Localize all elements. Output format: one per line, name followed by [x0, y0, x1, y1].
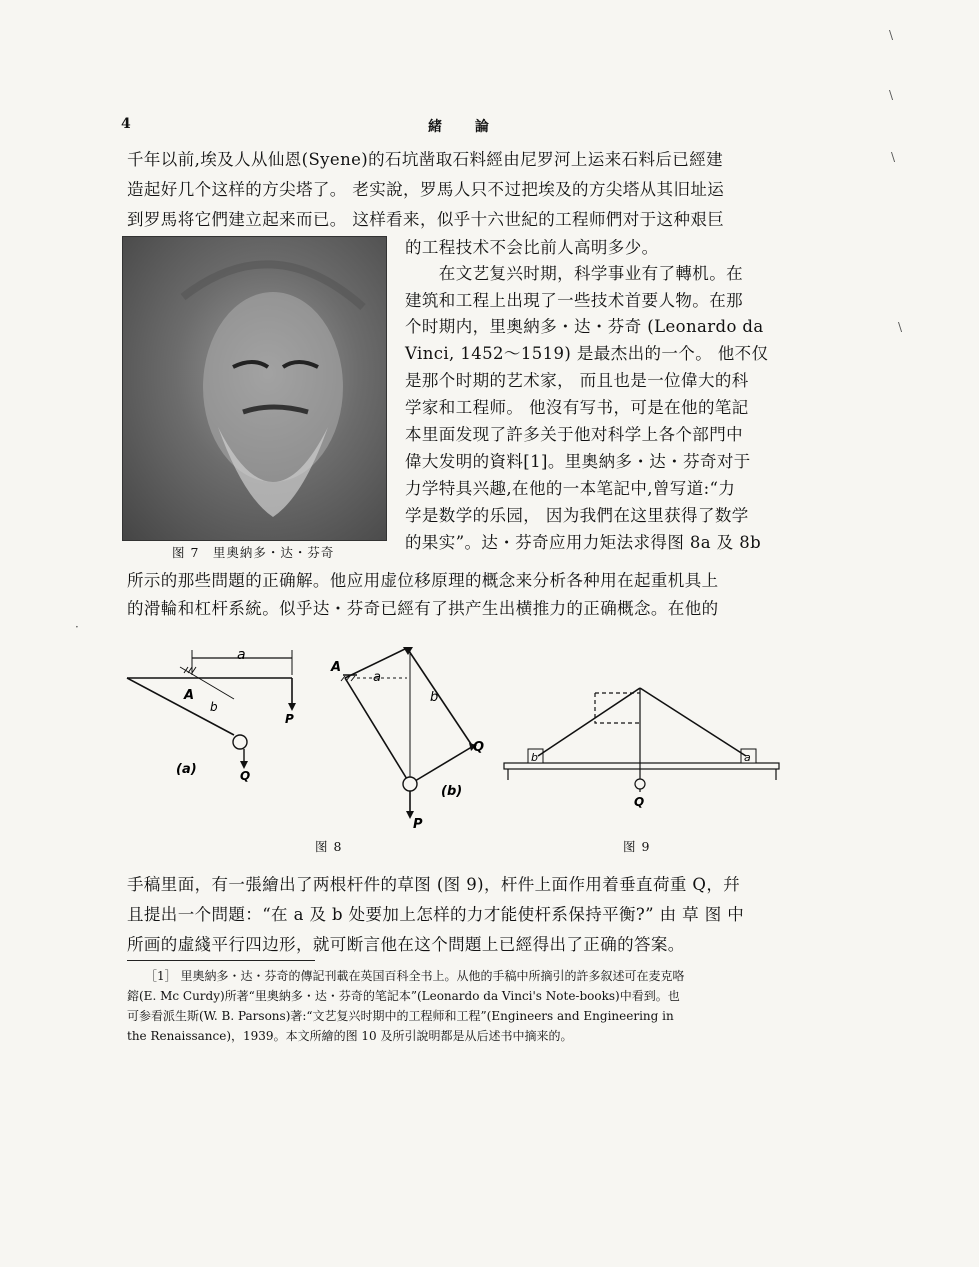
figure8-caption: 图 8 — [315, 839, 343, 854]
body-line: 且提出一个問題：“在 a 及 b 处要加上怎样的力才能使杆系保持平衡?” 由 草 图 中 — [127, 905, 745, 924]
leonardo-portrait-image — [122, 236, 387, 541]
body-line: 力学特具兴趣,在他的一本笔記中,曾写道:“力 — [405, 479, 736, 498]
figure9-caption: 图 9 — [623, 839, 651, 854]
body-line: 是那个时期的艺术家， 而且也是一位偉大的科 — [405, 371, 749, 390]
body-line: 千年以前,埃及人从仙恩(Syene)的石坑凿取石料經由尼罗河上运来石料后已經建 — [127, 150, 724, 169]
body-line: 个时期内，里奧納多・达・芬奇 (Leonardo da — [405, 317, 764, 336]
fig9-label-Q: Q — [634, 795, 645, 809]
footnote-line: the Renaissance)，1939。本文所繪的图 10 及所引說明都是从后述书中摘来的。 — [127, 1029, 573, 1043]
figure9-diagram — [500, 680, 785, 810]
fig8a-label-a: a — [237, 647, 246, 663]
body-line: 的工程技术不会比前人高明多少。 — [405, 238, 659, 257]
portrait-sketch — [123, 237, 386, 540]
footnote-line: ［1］ 里奧納多・达・芬奇的傳記刊載在英国百科全书上。从他的手稿中所摘引的許多叙述可在麦克咯 — [145, 969, 685, 983]
footnote-line: 可参看派生斯(W. B. Parsons)著:“文艺复兴时期中的工程师和工程”(Engineers and Engineering in — [127, 1009, 674, 1023]
body-line: 建筑和工程上出現了一些技术首要人物。在那 — [405, 291, 743, 310]
body-line: 手稿里面，有一張繪出了两根杆件的草图 (图 9)，杆件上面作用着垂直荷重 Q，幷 — [127, 875, 741, 894]
scan-speck: · — [75, 620, 79, 634]
footnote-line: 鎔(E. Mc Curdy)所著“里奧納多・达・芬奇的笔記本”(Leonardo da Vinci's Note-books)中看到。也 — [127, 989, 680, 1003]
body-line: 造起好几个这样的方尖塔了。 老实說，罗馬人只不过把埃及的方尖塔从其旧址运 — [127, 180, 725, 199]
scan-speck: \ — [889, 88, 894, 102]
fig8b-label-b: b — [430, 690, 439, 705]
body-line: 所画的虛綫平行四边形，就可断言他在这个問題上已經得出了正确的答案。 — [127, 935, 685, 954]
fig8a-sublabel: (a) — [176, 762, 197, 777]
body-line: 偉大发明的資料[1]。里奧納多・达・芬奇对于 — [405, 452, 751, 471]
scan-speck: \ — [891, 150, 896, 164]
scan-speck: \ — [898, 320, 903, 334]
body-line: 到罗馬将它們建立起来而已。 这样看来，似乎十六世紀的工程师們对于这种艰巨 — [127, 210, 725, 229]
figure8a-diagram — [122, 645, 302, 785]
fig8b-label-A: A — [331, 660, 342, 675]
footnote-rule — [127, 960, 315, 961]
body-line: 学是数学的乐园， 因为我們在这里获得了数学 — [405, 506, 749, 525]
fig8a-label-A: A — [184, 688, 195, 703]
fig8b-label-Q: Q — [473, 740, 485, 755]
body-line: 在文艺复兴时期，科学事业有了轉机。在 — [405, 264, 743, 283]
fig9-label-a: a — [744, 751, 751, 764]
fig8b-sublabel: (b) — [441, 784, 463, 799]
body-line: 学家和工程师。 他沒有写书，可是在他的笔記 — [405, 398, 749, 417]
scan-speck: \ — [889, 28, 894, 42]
running-title: 緒 論 — [428, 119, 503, 135]
page-number: 4 — [121, 116, 131, 132]
body-line: 本里面发现了許多关于他对科学上各个部門中 — [405, 425, 743, 444]
fig9-label-b: b — [531, 751, 538, 764]
fig8a-label-b: b — [210, 700, 218, 714]
fig8a-label-Q: Q — [240, 769, 251, 783]
figure8b-diagram — [325, 645, 495, 830]
figure7-caption: 图 7 里奧納多・达・芬奇 — [172, 545, 335, 560]
fig8b-label-a: a — [373, 670, 381, 685]
body-line: 的滑輪和杠杆系統。似乎达・芬奇已經有了拱产生出横推力的正确概念。在他的 — [127, 599, 719, 618]
body-line: 的果实”。达・芬奇应用力矩法求得图 8a 及 8b — [405, 533, 762, 552]
fig8a-label-P: P — [285, 712, 294, 726]
body-line: 所示的那些問題的正确解。他应用虚位移原理的概念来分析各种用在起重机具上 — [127, 571, 719, 590]
fig8b-label-P: P — [413, 817, 423, 830]
body-line: Vinci, 1452～1519) 是最杰出的一个。 他不仅 — [405, 344, 769, 363]
